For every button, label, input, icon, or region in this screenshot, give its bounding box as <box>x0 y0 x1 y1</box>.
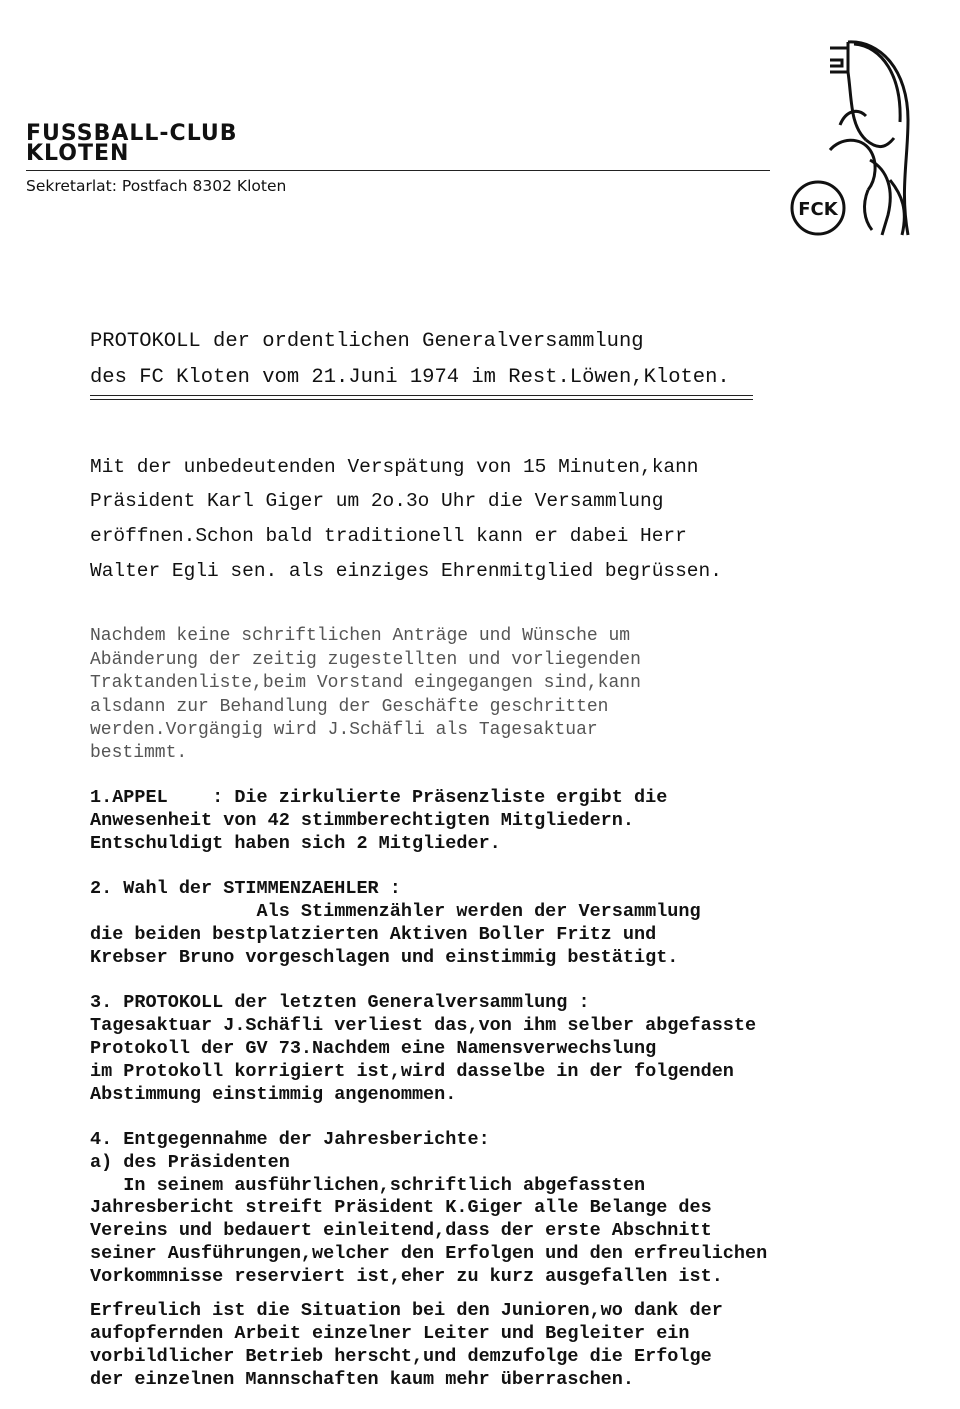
jahresberichte-line: a) des Präsidenten <box>90 1152 290 1173</box>
opening-line: Präsident Karl Giger um 2o.3o Uhr die Versammlung <box>90 490 664 512</box>
jahresberichte-line: Vorkommnisse reserviert ist,eher zu kurz ausgefallen ist. <box>90 1266 723 1287</box>
preamble-line: alsdann zur Behandlung der Geschäfte geschritten <box>90 697 609 717</box>
junioren-line: der einzelnen Mannschaften kaum mehr überraschen. <box>90 1369 634 1390</box>
opening-line: Walter Egli sen. als einziges Ehrenmitglied begrüssen. <box>90 560 722 582</box>
preamble-line: werden.Vorgängig wird J.Schäfli als Tagesaktuar <box>90 720 598 740</box>
protocol-title-line-1: PROTOKOLL der ordentlichen Generalversammlung <box>90 330 644 353</box>
preamble-line: Nachdem keine schriftlichen Anträge und Wünsche um <box>90 626 631 646</box>
junioren-line: aufopfernden Arbeit einzelner Leiter und Begleiter ein <box>90 1323 690 1344</box>
club-name-line-1: FUSSBALL-CLUB <box>26 121 238 146</box>
junioren-line: vorbildlicher Betrieb herscht,und demzufolge die Erfolge <box>90 1346 712 1367</box>
appel-line: Entschuldigt haben sich 2 Mitglieder. <box>90 833 501 854</box>
wahl-line: 2. Wahl der STIMMENZAEHLER : <box>90 878 401 899</box>
logo-text: FCK <box>798 199 838 220</box>
club-logo <box>790 30 920 245</box>
appel-line: Anwesenheit von 42 stimmberechtigten Mitgliedern. <box>90 810 634 831</box>
jahresberichte-line: 4. Entgegennahme der Jahresberichte: <box>90 1129 490 1150</box>
protokoll-line: Protokoll der GV 73.Nachdem eine Namensverwechslung <box>90 1038 657 1059</box>
club-name <box>26 121 238 166</box>
wahl-line: Krebser Bruno vorgeschlagen und einstimmig bestätigt. <box>90 947 679 968</box>
letterhead-divider <box>26 170 770 171</box>
protokoll-line: 3. PROTOKOLL der letzten Generalversammlung : <box>90 992 590 1013</box>
preamble-line: Abänderung der zeitig zugestellten und vorliegenden <box>90 650 641 670</box>
junioren-line: Erfreulich ist die Situation bei den Junioren,wo dank der <box>90 1300 723 1321</box>
title-underline <box>90 395 753 401</box>
preamble-line: bestimmt. <box>90 743 188 763</box>
secretariat-address: Sekretarlat: Postfach 8302 Kloten <box>26 177 287 195</box>
protocol-title-line-2 <box>90 366 730 389</box>
jahresberichte-line: In seinem ausführlichen,schriftlich abgefassten <box>90 1175 646 1196</box>
appel-line: 1.APPEL : Die zirkulierte Präsenzliste ergibt die <box>90 787 668 808</box>
jahresberichte-line: Vereins und bedauert einleitend,dass der erste Abschnitt <box>90 1220 712 1241</box>
jahresberichte-line: Jahresbericht streift Präsident K.Giger alle Belange des <box>90 1197 712 1218</box>
wahl-line: Als Stimmenzähler werden der Versammlung <box>90 901 701 922</box>
protokoll-line: Tagesaktuar J.Schäfli verliest das,von ihm selber abgefasste <box>90 1015 757 1036</box>
protokoll-line: Abstimmung einstimmig angenommen. <box>90 1084 457 1105</box>
club-name-line-2: KLOTEN <box>26 141 130 166</box>
protocol-title-text: des FC Kloten vom 21.Juni 1974 im Rest.Löwen,Kloten. <box>90 366 730 389</box>
opening-line: eröffnen.Schon bald traditionell kann er dabei Herr <box>90 525 687 547</box>
jahresberichte-line: seiner Ausführungen,welcher den Erfolgen und den erfreulichen <box>90 1243 768 1264</box>
preamble-line: Traktandenliste,beim Vorstand eingegangen sind,kann <box>90 673 641 693</box>
wahl-line: die beiden bestplatzierten Aktiven Boller Fritz und <box>90 924 657 945</box>
opening-line: Mit der unbedeutenden Verspätung von 15 Minuten,kann <box>90 456 699 478</box>
protokoll-line: im Protokoll korrigiert ist,wird dasselbe in der folgenden <box>90 1061 734 1082</box>
